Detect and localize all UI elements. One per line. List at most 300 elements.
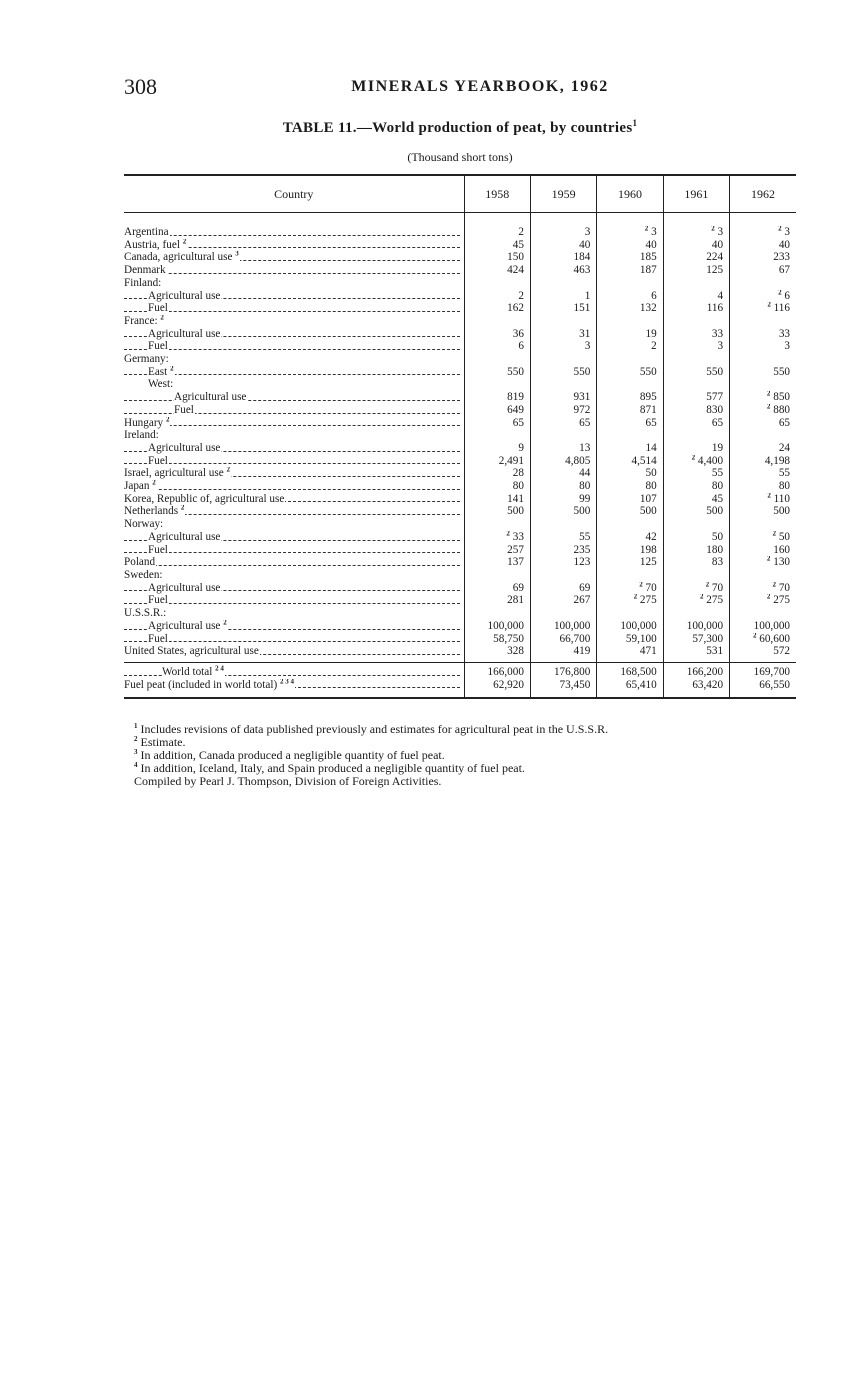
value-cell <box>663 391 729 404</box>
row-label-cell <box>124 455 464 468</box>
value-cell <box>597 417 663 430</box>
value-cell <box>597 645 663 658</box>
row-label-cell <box>124 556 464 569</box>
value-cell <box>730 264 796 277</box>
value-text: 99 <box>579 492 591 505</box>
row-label-cell <box>124 633 464 646</box>
row-label <box>124 315 165 327</box>
row-label-text: Fuel <box>148 302 168 315</box>
row-label <box>148 290 221 302</box>
value-text: 59,100 <box>625 632 657 645</box>
value-text: 4,514 <box>631 454 657 467</box>
row-label <box>124 556 156 568</box>
row-label <box>124 518 164 530</box>
value-cell <box>597 290 663 303</box>
row-label <box>148 340 169 352</box>
value-text: 419 <box>573 645 591 658</box>
value-cell <box>663 569 729 582</box>
value-text: 58,750 <box>493 632 524 645</box>
value-footnote: 2 <box>691 454 696 461</box>
value-cell <box>730 429 796 442</box>
table-row <box>124 391 796 404</box>
value-cell <box>730 404 796 417</box>
footnote-mark: 4 <box>134 761 138 769</box>
value-text: 500 <box>773 505 790 518</box>
value-text: 2 <box>651 340 657 353</box>
value-text: 819 <box>507 391 524 404</box>
value-cell <box>530 277 596 290</box>
value-text: 895 <box>639 391 657 404</box>
value-text: 65 <box>645 416 657 429</box>
value-text: 550 <box>507 365 524 378</box>
value-cell <box>663 620 729 633</box>
total-value-cell: 169,700 <box>730 662 796 678</box>
value-cell <box>530 645 596 658</box>
value-cell <box>597 480 663 493</box>
value-footnote: 2 <box>778 226 782 233</box>
table-title <box>124 120 796 137</box>
value-cell <box>730 290 796 303</box>
value-cell <box>464 645 530 658</box>
row-label-cell <box>124 505 464 518</box>
row-label-text: Norway: <box>124 518 164 531</box>
value-cell <box>730 607 796 620</box>
table-title-text: TABLE 11.—World production of peat, by countries <box>282 120 633 136</box>
column-header-1961: 1961 <box>663 176 729 213</box>
row-label <box>174 404 195 416</box>
value-text: 65 <box>579 416 591 429</box>
value-cell <box>597 251 663 264</box>
column-header-1959: 1959 <box>530 176 596 213</box>
table-bottom-rule <box>124 697 796 699</box>
value-cell <box>530 315 596 328</box>
value-footnote: 2 <box>772 581 777 588</box>
value-cell <box>464 620 530 633</box>
row-label-cell <box>124 391 464 404</box>
value-cell <box>464 366 530 379</box>
row-label <box>148 328 221 340</box>
value-cell <box>464 391 530 404</box>
value-text: 235 <box>573 543 591 556</box>
value-text: 125 <box>706 264 724 277</box>
value-cell <box>663 455 729 468</box>
value-text: 55 <box>778 467 790 480</box>
value-text: 4,400 <box>697 454 724 467</box>
table-row <box>124 366 796 379</box>
value-text: 850 <box>773 391 790 404</box>
value-cell <box>464 226 530 239</box>
value-footnote: 2 <box>772 530 777 538</box>
value-text: 141 <box>507 492 524 505</box>
value-cell <box>730 239 796 252</box>
total-row <box>124 662 796 678</box>
value-text: 151 <box>573 302 591 315</box>
table-spacer-row <box>124 213 796 227</box>
value-text: 463 <box>573 264 591 277</box>
value-text: 577 <box>706 391 724 404</box>
value-text: 500 <box>573 505 591 518</box>
value-text: 281 <box>507 594 524 607</box>
value-text: 66,700 <box>559 632 591 645</box>
value-cell <box>530 391 596 404</box>
table-row <box>124 455 796 468</box>
value-cell <box>730 518 796 531</box>
value-text: 80 <box>778 480 790 493</box>
row-label-cell <box>124 353 464 366</box>
value-text: 19 <box>711 441 724 454</box>
value-cell <box>530 366 596 379</box>
value-text: 125 <box>639 556 657 569</box>
value-cell <box>597 442 663 455</box>
value-cell <box>464 290 530 303</box>
value-cell <box>597 226 663 239</box>
row-label-cell <box>124 290 464 303</box>
value-text: 275 <box>706 594 724 607</box>
row-label-cell <box>124 302 464 315</box>
value-cell <box>730 340 796 353</box>
row-label <box>148 442 221 454</box>
row-label-text: Japan <box>124 480 150 493</box>
value-cell <box>663 417 729 430</box>
row-label-text: Canada, agricultural use <box>124 251 233 264</box>
value-cell <box>597 455 663 468</box>
row-label-text: Poland <box>124 556 156 569</box>
total-label <box>124 679 295 691</box>
row-label <box>148 531 221 543</box>
value-text: 880 <box>773 403 790 416</box>
value-text: 4 <box>717 289 724 302</box>
value-text: 19 <box>645 327 657 340</box>
row-label-text: Sweden: <box>124 568 163 581</box>
value-text: 100,000 <box>753 619 790 632</box>
value-cell <box>597 264 663 277</box>
value-cell <box>464 442 530 455</box>
table-row <box>124 633 796 646</box>
column-header-1960: 1960 <box>597 176 663 213</box>
value-cell <box>464 353 530 366</box>
value-text: 28 <box>512 467 524 480</box>
row-label-text: Agricultural use <box>148 530 221 543</box>
value-cell <box>530 340 596 353</box>
row-label-cell <box>124 620 464 633</box>
value-cell <box>530 582 596 595</box>
value-cell <box>663 226 729 239</box>
table-row <box>124 340 796 353</box>
value-text: 424 <box>507 264 524 277</box>
value-text: 50 <box>778 530 790 543</box>
value-cell <box>730 582 796 595</box>
value-cell <box>530 353 596 366</box>
value-cell <box>597 633 663 646</box>
value-cell <box>464 340 530 353</box>
value-cell <box>663 633 729 646</box>
footnote-text: In addition, Canada produced a negligible quantity of fuel peat. <box>140 748 445 762</box>
value-cell <box>730 417 796 430</box>
value-text: 471 <box>639 645 657 658</box>
value-cell <box>663 251 729 264</box>
value-cell <box>464 493 530 506</box>
value-text: 65 <box>778 416 790 429</box>
row-label-text: Korea, Republic of, agricultural use <box>124 492 285 505</box>
value-cell <box>597 505 663 518</box>
row-label <box>124 429 160 441</box>
value-text: 65 <box>512 416 524 429</box>
column-header-1958: 1958 <box>464 176 530 213</box>
value-text: 83 <box>711 556 724 569</box>
row-label-cell <box>124 378 464 391</box>
row-label-cell <box>124 404 464 417</box>
value-cell <box>464 594 530 607</box>
total-value-cell: 63,420 <box>663 679 729 692</box>
table-row <box>124 442 796 455</box>
table-row <box>124 277 796 290</box>
value-footnote: 2 <box>700 594 704 601</box>
table-row <box>124 505 796 518</box>
table-row <box>124 264 796 277</box>
row-label <box>124 467 231 479</box>
total-value-cell: 62,920 <box>464 679 530 692</box>
value-cell <box>730 378 796 391</box>
value-text: 65 <box>711 416 724 429</box>
row-label-cell <box>124 315 464 328</box>
table-row <box>124 620 796 633</box>
value-cell <box>530 544 596 557</box>
value-text: 24 <box>778 441 790 454</box>
value-text: 3 <box>651 226 657 238</box>
row-label-footnote: 2 <box>180 505 185 512</box>
value-text: 972 <box>573 403 591 416</box>
value-text: 33 <box>512 530 524 543</box>
production-table-wrapper <box>124 174 796 699</box>
value-text: 180 <box>706 543 724 556</box>
value-cell <box>464 467 530 480</box>
value-cell <box>464 544 530 557</box>
value-cell <box>730 594 796 607</box>
value-cell <box>730 226 796 239</box>
row-label <box>124 645 260 657</box>
value-text: 2 <box>518 226 524 238</box>
value-text: 830 <box>706 403 724 416</box>
row-label-text: Hungary <box>124 416 164 429</box>
value-cell <box>464 582 530 595</box>
value-cell <box>663 556 729 569</box>
value-text: 187 <box>639 264 657 277</box>
row-label <box>124 493 285 505</box>
value-cell <box>663 645 729 658</box>
row-label <box>148 594 169 606</box>
row-label-footnote: 2 <box>170 365 174 372</box>
value-cell <box>464 607 530 620</box>
row-label-text: Netherlands <box>124 505 179 518</box>
value-cell <box>530 328 596 341</box>
value-text: 100,000 <box>620 619 657 632</box>
row-label <box>148 302 169 314</box>
value-text: 3 <box>784 340 790 353</box>
row-label <box>148 633 169 645</box>
value-text: 275 <box>639 594 657 607</box>
row-label-cell <box>124 277 464 290</box>
value-cell <box>730 353 796 366</box>
value-cell <box>663 480 729 493</box>
value-cell <box>663 315 729 328</box>
table-row <box>124 251 796 264</box>
row-label-cell <box>124 366 464 379</box>
row-label-text: Agricultural use <box>174 391 247 404</box>
value-text: 931 <box>573 391 591 404</box>
value-text: 160 <box>773 543 790 556</box>
row-label-cell <box>124 544 464 557</box>
row-label-text: Fuel <box>174 403 194 416</box>
table-row <box>124 302 796 315</box>
value-cell <box>530 531 596 544</box>
value-text: 3 <box>584 340 591 353</box>
value-text: 14 <box>645 441 657 454</box>
row-label-cell <box>124 417 464 430</box>
value-footnote: 2 <box>639 581 643 588</box>
value-text: 57,300 <box>692 632 724 645</box>
row-label <box>124 353 170 365</box>
table-row <box>124 531 796 544</box>
total-label <box>162 666 225 678</box>
row-label <box>124 417 170 429</box>
value-text: 2 <box>518 289 524 302</box>
value-cell <box>663 353 729 366</box>
value-cell <box>597 378 663 391</box>
value-text: 572 <box>773 645 790 658</box>
row-label-text: Israel, agricultural use <box>124 467 224 480</box>
value-text: 50 <box>645 467 657 480</box>
value-text: 55 <box>579 530 591 543</box>
value-cell <box>730 366 796 379</box>
value-cell <box>530 264 596 277</box>
row-label-text: West: <box>148 378 174 391</box>
row-label-cell <box>124 531 464 544</box>
table-row <box>124 239 796 252</box>
column-header-1962: 1962 <box>730 176 796 213</box>
value-cell <box>730 633 796 646</box>
value-cell <box>663 505 729 518</box>
value-footnote: 2 <box>752 632 757 639</box>
value-cell <box>597 531 663 544</box>
value-cell <box>730 455 796 468</box>
value-cell <box>530 239 596 252</box>
value-cell <box>464 302 530 315</box>
row-label-cell <box>124 328 464 341</box>
row-label-footnote: 2 <box>226 467 231 474</box>
value-footnote: 2 <box>705 581 710 588</box>
table-row <box>124 493 796 506</box>
row-label-text: Denmark <box>124 264 166 277</box>
value-cell <box>530 378 596 391</box>
row-label-text: Argentina <box>124 226 169 238</box>
value-text: 137 <box>507 556 524 569</box>
value-footnote: 2 <box>778 289 782 296</box>
footnotes <box>134 723 796 788</box>
value-cell <box>730 493 796 506</box>
value-text: 69 <box>512 581 524 594</box>
value-cell <box>663 594 729 607</box>
row-label-cell <box>124 442 464 455</box>
row-label-text: Agricultural use <box>148 289 221 302</box>
value-cell <box>663 340 729 353</box>
value-cell <box>530 480 596 493</box>
footnote-text: In addition, Iceland, Italy, and Spain produced a negligible quantity of fuel peat. <box>140 761 525 775</box>
row-label-text: Austria, fuel <box>124 238 180 251</box>
total-label-text: Fuel peat (included in world total) <box>124 678 278 691</box>
value-text: 33 <box>778 327 790 340</box>
value-cell <box>663 467 729 480</box>
value-cell <box>464 404 530 417</box>
total-value-cell: 65,410 <box>597 679 663 692</box>
value-cell <box>663 239 729 252</box>
row-label <box>174 391 247 403</box>
value-text: 100,000 <box>487 619 524 632</box>
value-text: 3 <box>584 226 591 238</box>
value-cell <box>663 302 729 315</box>
value-cell <box>597 556 663 569</box>
row-label-cell <box>124 340 464 353</box>
value-cell <box>530 290 596 303</box>
value-cell <box>663 442 729 455</box>
row-label <box>124 239 187 251</box>
value-cell <box>597 239 663 252</box>
value-cell <box>464 531 530 544</box>
value-cell <box>464 239 530 252</box>
value-text: 123 <box>573 556 591 569</box>
value-footnote: 2 <box>766 594 771 601</box>
value-cell <box>530 302 596 315</box>
footnote-mark: 3 <box>134 748 138 756</box>
value-text: 80 <box>579 480 591 493</box>
value-cell <box>730 302 796 315</box>
value-cell <box>597 302 663 315</box>
value-text: 184 <box>573 251 591 264</box>
total-label-cell <box>124 679 464 692</box>
row-label-cell <box>124 251 464 264</box>
row-label-text: Agricultural use <box>148 327 221 340</box>
total-label-footnote: 2 3 4 <box>279 678 294 685</box>
value-cell <box>597 353 663 366</box>
value-cell <box>530 633 596 646</box>
row-label-text: Finland: <box>124 276 162 289</box>
total-label-footnote: 2 4 <box>215 664 224 673</box>
value-text: 107 <box>639 492 657 505</box>
value-cell <box>730 391 796 404</box>
row-label <box>124 226 170 238</box>
row-label <box>124 277 162 289</box>
value-cell <box>663 378 729 391</box>
value-text: 13 <box>579 441 591 454</box>
value-text: 80 <box>512 480 524 493</box>
value-text: 36 <box>512 327 524 340</box>
value-cell <box>597 620 663 633</box>
value-cell <box>530 594 596 607</box>
value-text: 871 <box>639 403 657 416</box>
value-cell <box>663 493 729 506</box>
table-row <box>124 607 796 620</box>
value-cell <box>597 366 663 379</box>
value-text: 550 <box>639 365 657 378</box>
value-cell <box>530 442 596 455</box>
value-cell <box>730 251 796 264</box>
table-row <box>124 544 796 557</box>
value-cell <box>530 417 596 430</box>
value-text: 4,198 <box>764 454 790 467</box>
row-label-text: Fuel <box>148 543 168 556</box>
value-text: 6 <box>784 289 790 302</box>
value-text: 40 <box>778 238 790 251</box>
row-label-text: Fuel <box>148 340 168 353</box>
